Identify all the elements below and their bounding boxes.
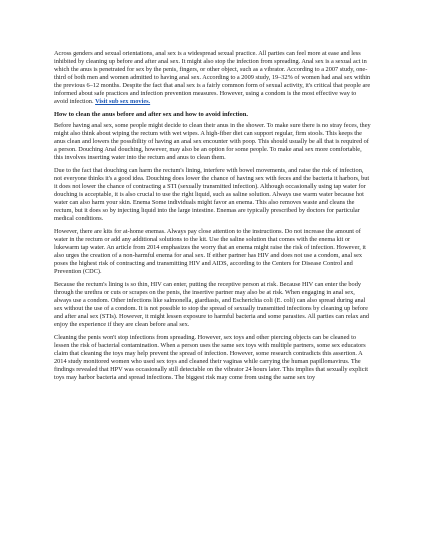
intro-paragraph	[54, 50, 371, 106]
section-heading: How to clean the anus before and after sex and how to avoid infection.	[54, 111, 249, 118]
sub-sex-movies-link[interactable]: Visit sub sex movies.	[95, 98, 151, 105]
body-paragraph: Due to the fact that douching can harm the rectum's lining, interfere with bowel movements, and raise the risk of infection, not everyone thinks it's a good idea. Douching does lower the chance of having sex with feces and the bacteria it harbors, but it does not lower the chance of contracting a STI (sexually transmitted infection). Although occasionally using tap water for douching is acceptable, it is also crucial to use the right liquid, such as saline solution. Always use warm water because hot water can also harm your skin. Enema Some individuals might favor an enema. This also removes waste and cleans the rectum, but it does so by injecting liquid into the large intestine. Enemas are typically prescribed by doctors for particular medical conditions.	[54, 166, 370, 222]
body-paragraph: Before having anal sex, some people might decide to clean their anus in the shower. To make sure there is no stray feces, they might also think about wiping the rectum with wet wipes. A high-fiber diet can support regular, firm stools. This keeps the anus clean and lowers the possibility of having an anal sex encounter with poop. This should usually be all that is required of a person. Douching Anal douching, however, may also be an option for some people. To make anal sex more comfortable, this involves inserting water into the rectum and anus to clean them.	[54, 121, 371, 161]
body-paragraph: Cleaning the penis won't stop infections from spreading. However, sex toys and other piercing objects can be cleaned to lessen the risk of bacterial contamination. When a person uses the same sex toys with multiple partners, some sex educators claim that cleaning the toys may help prevent the spread of infection. However, some research contradicts this assertion. A 2014 study monitored women who used sex toys and cleaned their vaginas while carrying the human papillomavirus. The findings revealed that HPV was occasionally still detectable on the vibrator 24 hours later. This implies that sexually explicit toys may harbor bacteria and spread infections. The biggest risk may come from using the same sex toy	[54, 333, 369, 381]
intro-text: Across genders and sexual orientations, anal sex is a widespread sexual practice. All parties can feel more at ease and less inhibited by cleaning up before and after anal sex. It might also stop the infection from spreading. Anal sex is a sexual act in which the anus is penetrated for sex by the penis, fingers, or other object, such as a vibrator. According to a 2007 study, one-third of both men and women admitted to having anal sex. According to a 2009 study, 19–32% of women had anal sex within the previous 6–12 months. Despite the fact that anal sex is a fairly common form of sexual activity, it's critical that people are informed about safe practices and infection prevention measures. However, using a condom is the most effective way to avoid infection.	[54, 50, 371, 105]
body-paragraph: However, there are kits for at-home enemas. Always pay close attention to the instructions. Do not increase the amount of water in the rectum or add any additional solutions to the kit. Use the saline solution that comes with the enema kit or lukewarm tap water. An article from 2014 emphasizes the worry that an enema might raise the risk of infection. However, it also urges the creation of a non-harmful enema for anal sex. If either partner has HIV and does not use a condom, anal sex poses the highest risk of contracting and transmitting HIV and AIDS, according to the Centers for Disease Control and Prevention (CDC).	[54, 227, 366, 275]
body-paragraph: Because the rectum's lining is so thin, HIV can enter, putting the receptive person at risk. Because HIV can enter the body through the urethra or cuts or scrapes on the penis, the insertive partner may also be at risk. When engaging in anal sex, always use a condom. Other infections like salmonella, giardiasis, and Escherichia coli (E. coli) can also spread during anal sex without the use of a condom. It is not possible to stop the spread of sexually transmitted infections by cleaning up before and after anal sex (STIs). However, it might lessen exposure to harmful bacteria and some parasites. All parties can relax and enjoy the experience if they are clean before anal sex.	[54, 280, 370, 328]
